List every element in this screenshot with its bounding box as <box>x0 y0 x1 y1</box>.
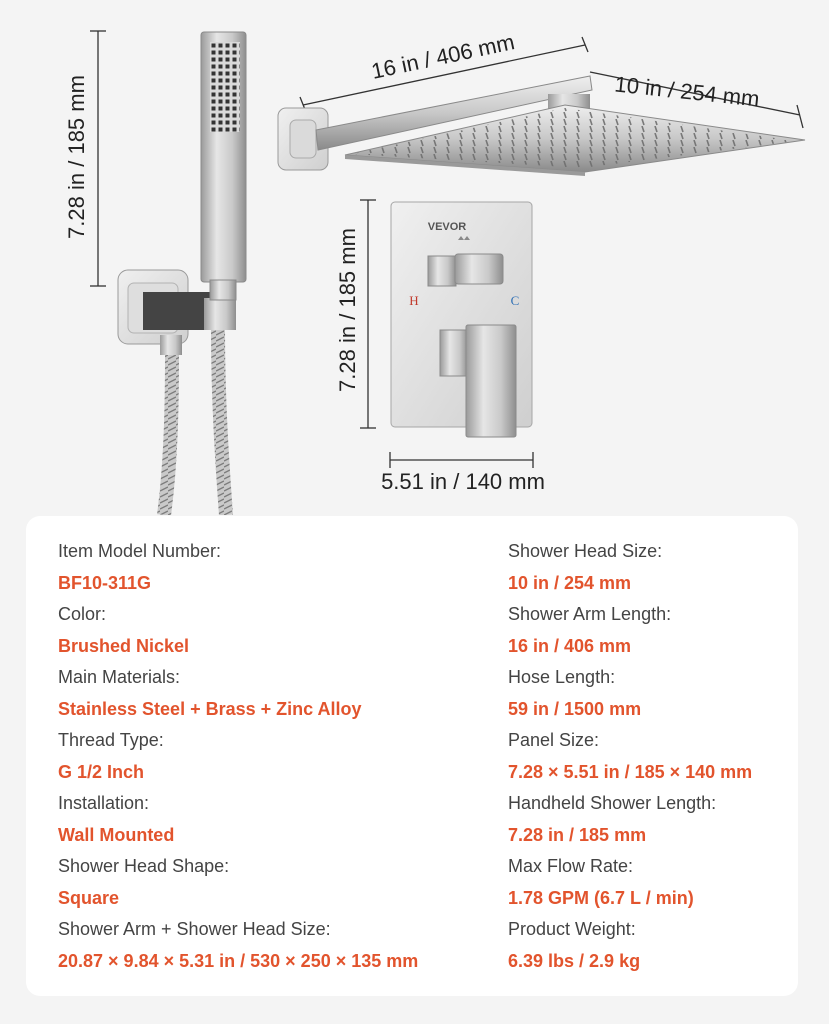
handheld-length-label: Handheld Shower Length: <box>508 793 717 813</box>
head-shape-value: Square <box>58 887 120 908</box>
thread-type-value: G 1/2 Inch <box>58 761 145 782</box>
color-label: Color: <box>58 604 107 624</box>
materials-label: Main Materials: <box>58 667 181 687</box>
handheld-height-label: 7.28 in / 185 mm <box>64 75 89 239</box>
head-size-label: 10 in / 254 mm <box>613 71 761 112</box>
panel-width-dimension-line <box>390 452 533 468</box>
handheld-dimension-line <box>90 31 106 286</box>
valve-trim-panel <box>391 202 532 437</box>
arm-head-size-label: Shower Arm + Shower Head Size: <box>58 919 331 939</box>
specs-left-column <box>58 536 418 977</box>
arm-head-size-value: 20.87 × 9.84 × 5.31 in / 530 × 250 × 135 mm <box>58 950 419 971</box>
cold-indicator: C <box>510 293 520 308</box>
color-value: Brushed Nickel <box>58 635 190 656</box>
panel-width-label: 5.51 in / 140 mm <box>381 469 545 494</box>
flow-rate-label: Max Flow Rate: <box>508 856 634 876</box>
model-number-label: Item Model Number: <box>58 541 222 561</box>
panel-brand-logo: VEVOR <box>427 221 467 233</box>
panel-height-label: 7.28 in / 185 mm <box>335 228 360 392</box>
head-size-spec-label: Shower Head Size: <box>508 541 663 561</box>
specifications-card <box>26 516 798 996</box>
shower-hose <box>164 330 226 515</box>
materials-value: Stainless Steel + Brass + Zinc Alloy <box>58 698 362 719</box>
handheld-shower <box>201 32 246 300</box>
head-size-spec-value: 10 in / 254 mm <box>508 572 632 593</box>
model-number-value: BF10-311G <box>58 572 152 593</box>
hose-length-label: Hose Length: <box>508 667 616 687</box>
arm-length-spec-label: Shower Arm Length: <box>508 604 672 624</box>
thread-type-label: Thread Type: <box>58 730 164 750</box>
head-shape-label: Shower Head Shape: <box>58 856 230 876</box>
installation-label: Installation: <box>58 793 150 813</box>
handheld-length-value: 7.28 in / 185 mm <box>508 824 647 845</box>
hot-indicator: H <box>409 293 419 308</box>
panel-size-value: 7.28 × 5.51 in / 185 × 140 mm <box>508 761 753 782</box>
arm-length-spec-value: 16 in / 406 mm <box>508 635 632 656</box>
specs-right-column <box>508 536 752 977</box>
weight-value: 6.39 lbs / 2.9 kg <box>508 950 641 971</box>
flow-rate-value: 1.78 GPM (6.7 L / min) <box>508 887 694 908</box>
installation-value: Wall Mounted <box>58 824 175 845</box>
hose-length-value: 59 in / 1500 mm <box>508 698 642 719</box>
panel-height-dimension-line <box>360 200 376 428</box>
panel-size-label: Panel Size: <box>508 730 600 750</box>
weight-label: Product Weight: <box>508 919 636 939</box>
arm-length-label: 16 in / 406 mm <box>369 29 517 84</box>
